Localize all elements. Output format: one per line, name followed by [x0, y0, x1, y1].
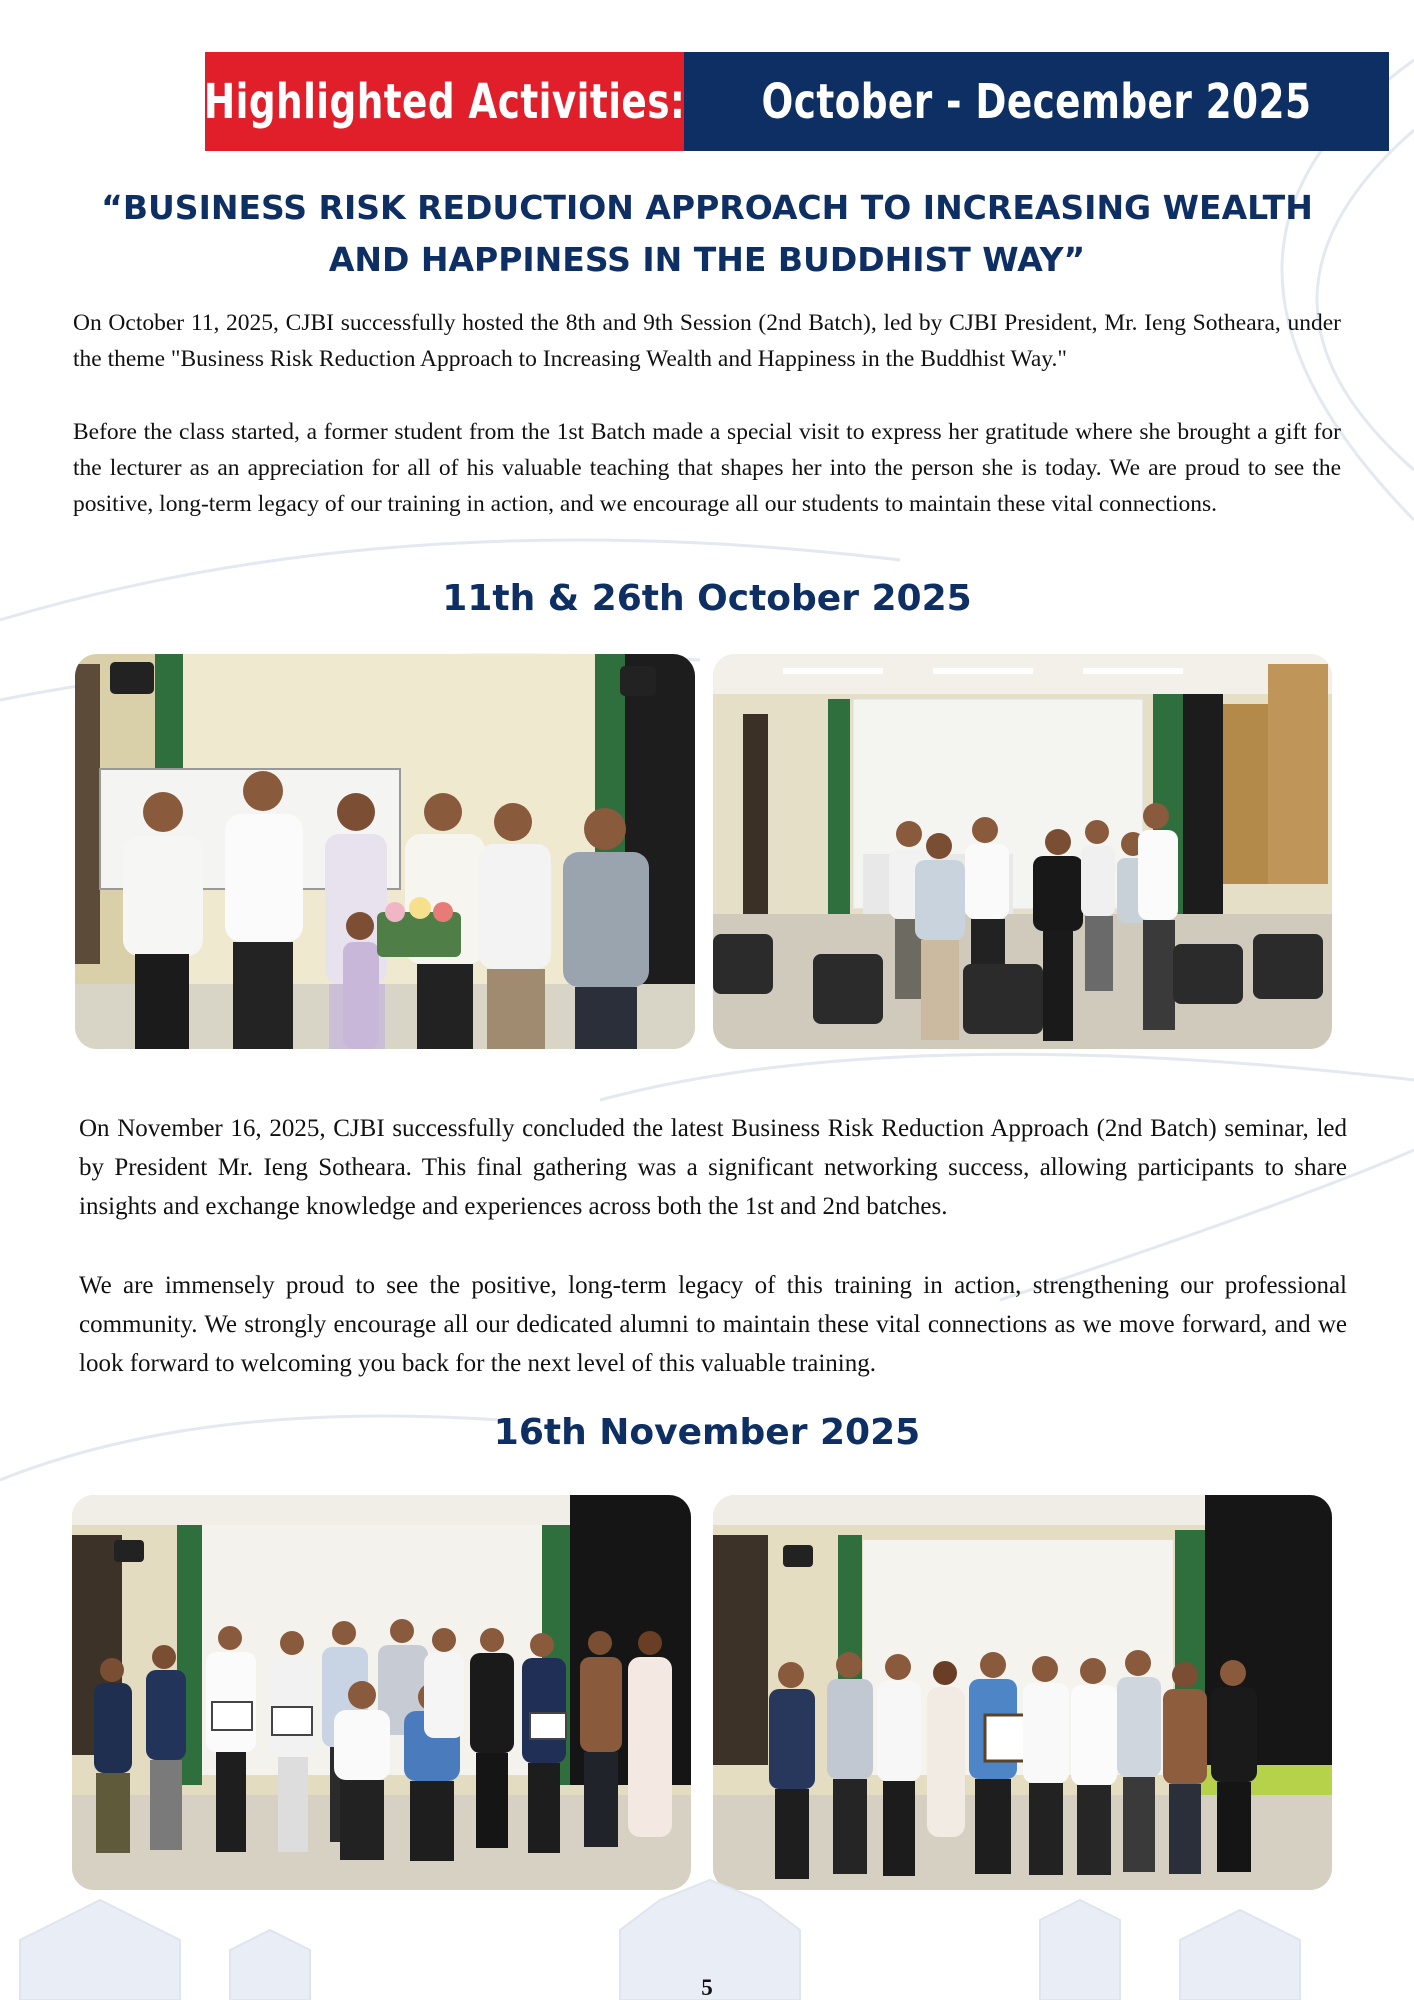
photo-certificate-presentation — [713, 1495, 1332, 1890]
article-title: “BUSINESS RISK REDUCTION APPROACH TO INCREASING WEALTH AND HAPPINESS IN THE BUDDHIST WAY” — [101, 188, 1313, 279]
photo-classroom-discussion — [713, 654, 1332, 1049]
page-number: 5 — [701, 1975, 713, 2000]
paragraph-1: On October 11, 2025, CJBI successfully hosted the 8th and 9th Session (2nd Batch), led by CJBI President, Mr. Ieng Sotheara, under the theme "Business Risk Reduction Approach to Increasing Wealth and Happiness in the Buddhist Way." — [73, 310, 1341, 372]
paragraph-2: Before the class started, a former student from the 1st Batch made a special visit to express her gratitude where she brought a gift for the lecturer as an appreciation for all of his valuable teaching that shapes her into the person she is today. We are proud to see the positive, long-term legacy of our training in action, and we encourage all our students to maintain these vital connections. — [73, 419, 1341, 517]
header-period: October - December 2025 — [761, 73, 1312, 130]
header-label-box — [205, 52, 684, 151]
header-period-box — [684, 52, 1389, 151]
subheading-november: 16th November 2025 — [493, 1412, 921, 1453]
header-label: Highlighted Activities: — [203, 73, 686, 130]
paragraph-3: On November 16, 2025, CJBI successfully concluded the latest Business Risk Reduction Approach (2nd Batch) seminar, led by President Mr. Ieng Sotheara. This final gathering was a significant networking success, allowing participants to share insights and exchange knowledge and experiences across both the 1st and 2nd batches. — [79, 1115, 1347, 1220]
header-banner — [203, 52, 1312, 151]
photo-group-gift — [75, 654, 695, 1049]
photo-certificates-group — [72, 1495, 691, 1890]
subheading-october: 11th & 26th October 2025 — [442, 578, 972, 619]
paragraph-4: We are immensely proud to see the positive, long-term legacy of this training in action, strengthening our professional community. We strongly encourage all our dedicated alumni to maintain these vital connections as we move forward, and we look forward to welcoming you back for the next level of this valuable training. — [79, 1272, 1347, 1377]
